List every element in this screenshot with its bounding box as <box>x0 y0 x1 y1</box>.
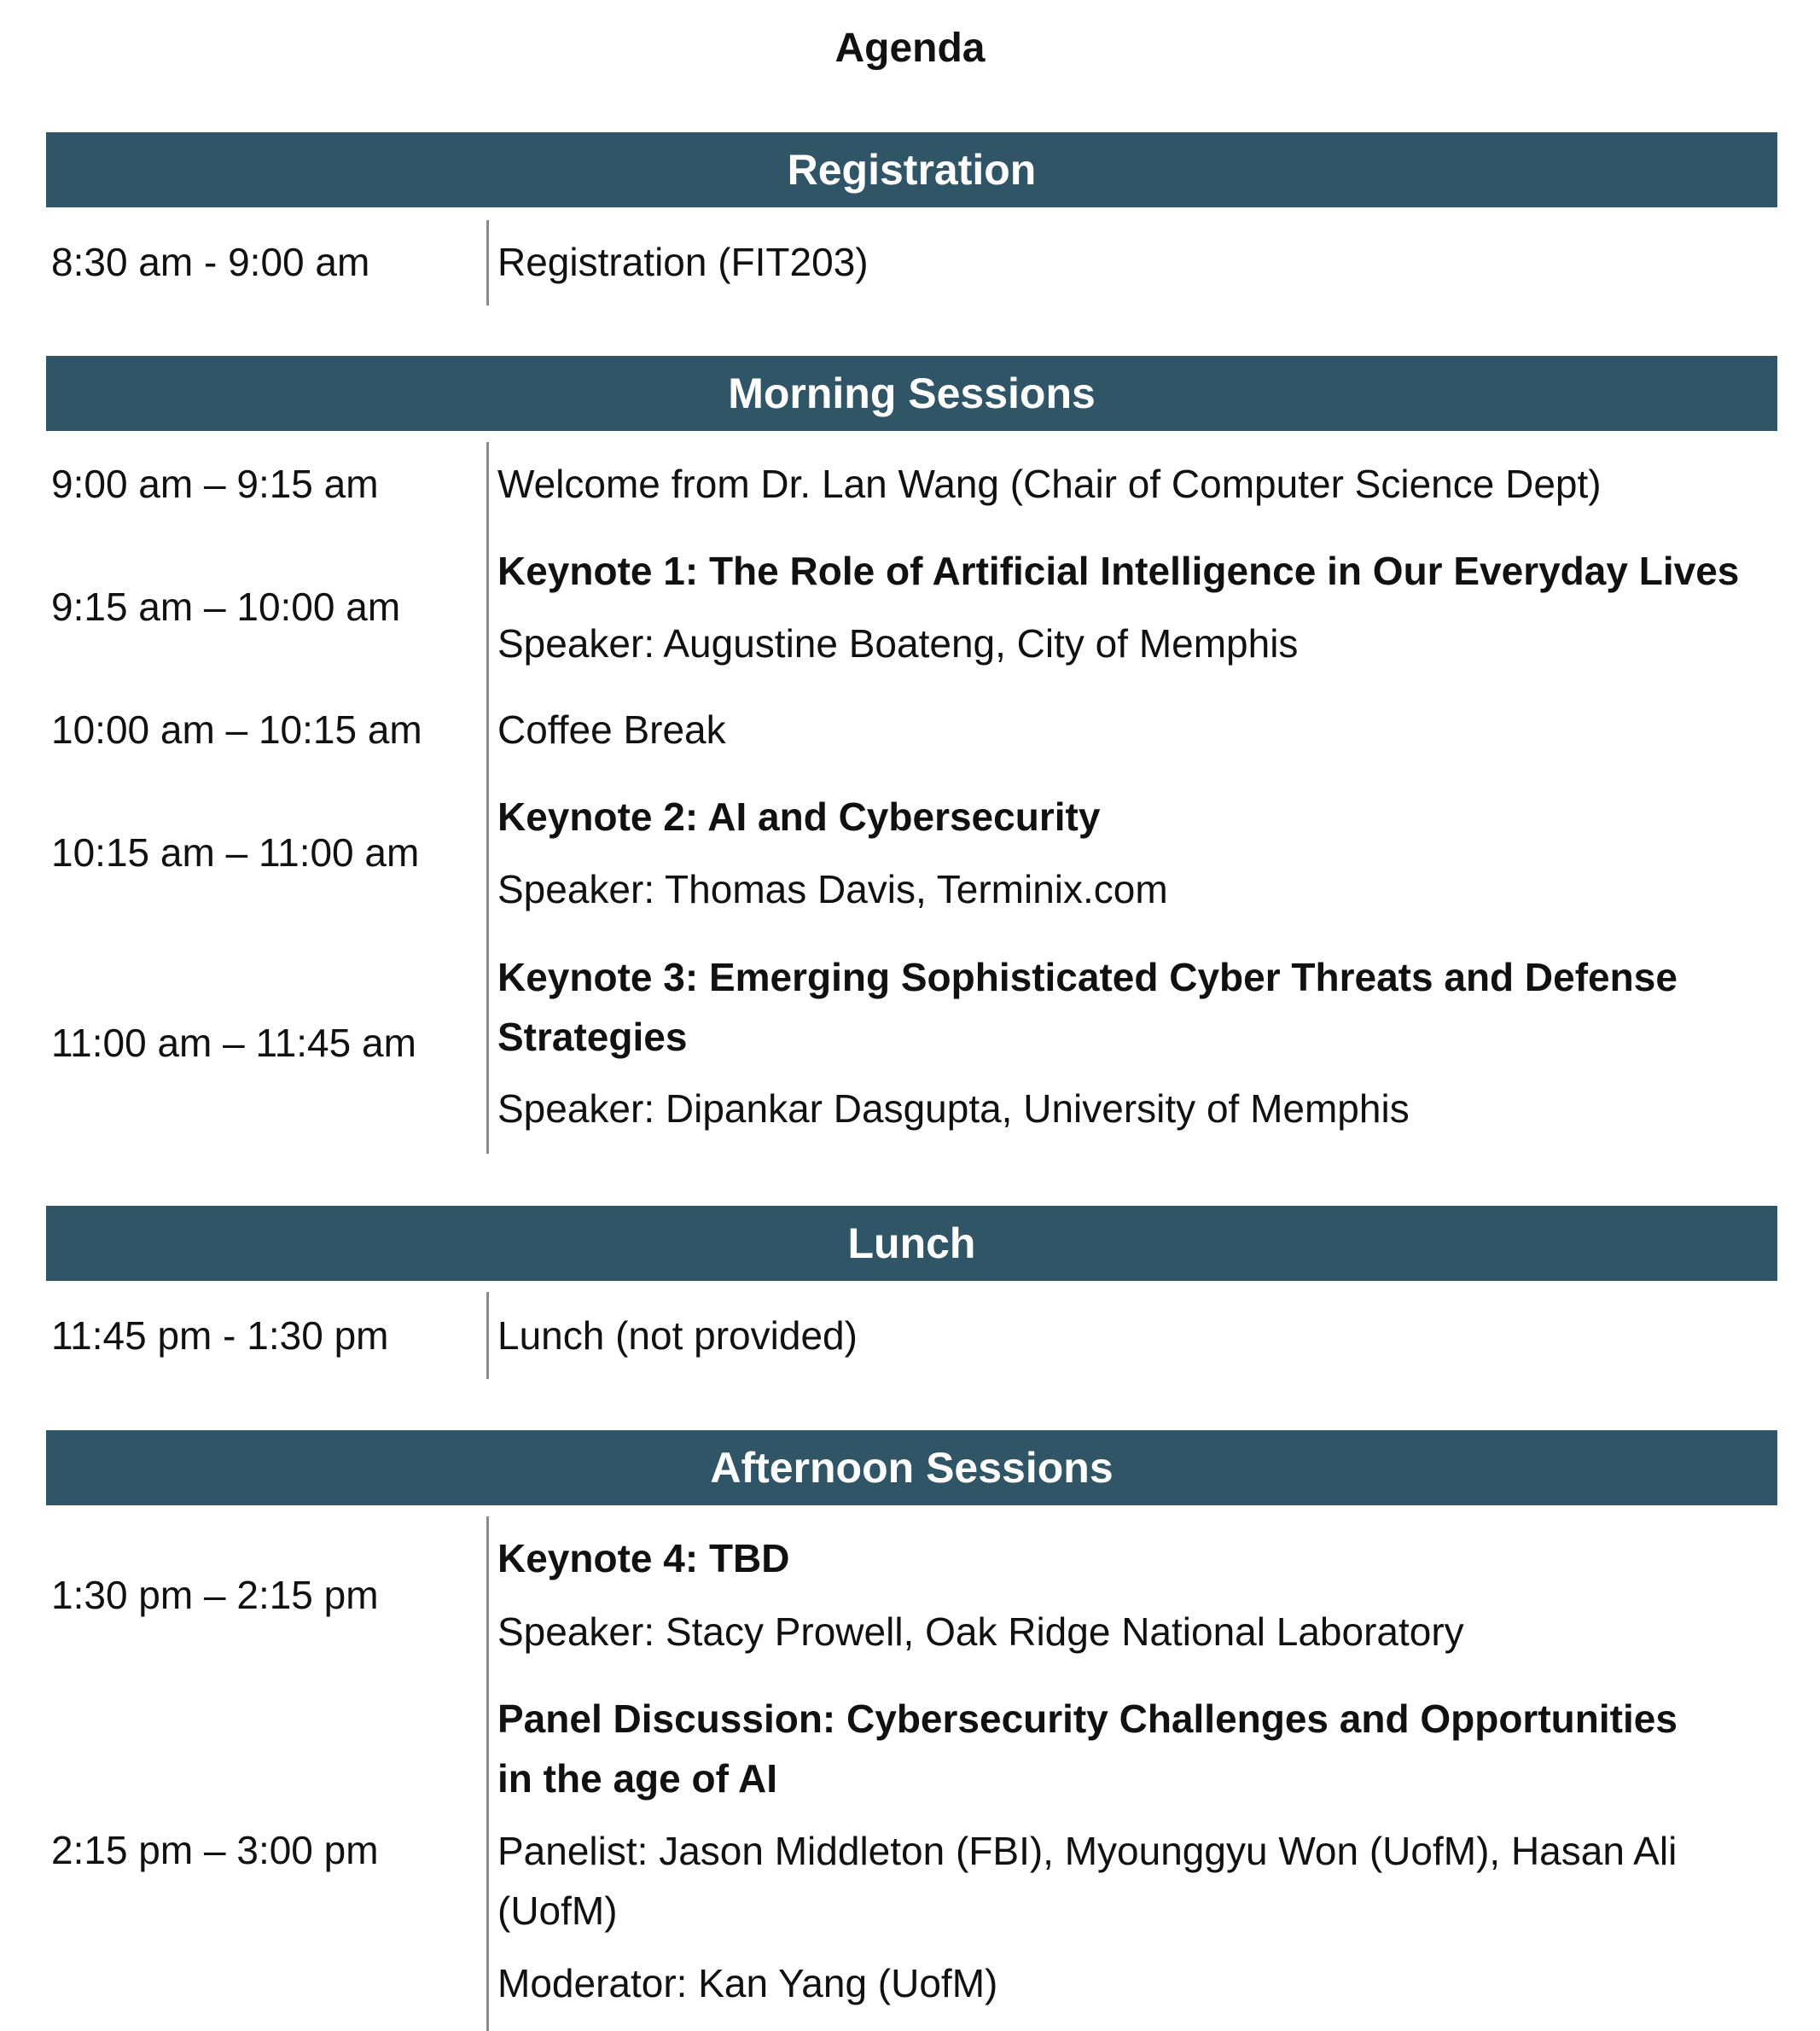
session-description: Registration (FIT203) <box>497 240 869 284</box>
page-title: Agenda <box>834 26 986 71</box>
column-divider <box>486 1292 489 1379</box>
time-slot: 9:15 am – 10:00 am <box>51 585 401 629</box>
session-speaker: Speaker: Stacy Prowell, Oak Ridge National Laboratory <box>497 1609 1464 1654</box>
time-slot: 11:45 pm - 1:30 pm <box>51 1313 389 1358</box>
column-divider <box>486 442 489 1154</box>
section-header-registration: Registration <box>46 132 1777 207</box>
column-divider <box>486 1516 489 2031</box>
time-slot: 2:15 pm – 3:00 pm <box>51 1828 379 1872</box>
session-title: Keynote 3: Emerging Sophisticated Cyber Threats and Defense Strategies <box>497 955 1678 1059</box>
session-speaker: Speaker: Dipankar Dasgupta, University of Memphis <box>497 1086 1410 1131</box>
session-description: Coffee Break <box>497 707 726 752</box>
time-slot: 1:30 pm – 2:15 pm <box>51 1573 379 1617</box>
session-title: Keynote 4: TBD <box>497 1536 790 1580</box>
section-header-lunch: Lunch <box>46 1206 1777 1281</box>
time-slot: 10:00 am – 10:15 am <box>51 707 422 752</box>
time-slot: 11:00 am – 11:45 am <box>51 1021 416 1065</box>
session-title: Panel Discussion: Cybersecurity Challenges and Opportunities in the age of AI <box>497 1696 1678 1801</box>
session-panelists: Panelist: Jason Middleton (FBI), Myounggyu Won (UofM), Hasan Ali (UofM) <box>497 1829 1678 1933</box>
session-speaker: Speaker: Thomas Davis, Terminix.com <box>497 867 1168 911</box>
time-slot: 9:00 am – 9:15 am <box>51 462 379 506</box>
time-slot: 8:30 am - 9:00 am <box>51 240 370 284</box>
session-title: Keynote 1: The Role of Artificial Intelligence in Our Everyday Lives <box>497 549 1740 593</box>
session-title: Keynote 2: AI and Cybersecurity <box>497 794 1101 839</box>
session-speaker: Speaker: Augustine Boateng, City of Memphis <box>497 621 1299 666</box>
column-divider <box>486 220 489 306</box>
time-slot: 10:15 am – 11:00 am <box>51 830 420 875</box>
session-description: Lunch (not provided) <box>497 1313 858 1358</box>
session-moderator: Moderator: Kan Yang (UofM) <box>497 1961 998 2005</box>
session-description: Welcome from Dr. Lan Wang (Chair of Computer Science Dept) <box>497 462 1602 506</box>
section-header-afternoon-sessions: Afternoon Sessions <box>46 1430 1777 1505</box>
section-header-morning-sessions: Morning Sessions <box>46 356 1777 431</box>
